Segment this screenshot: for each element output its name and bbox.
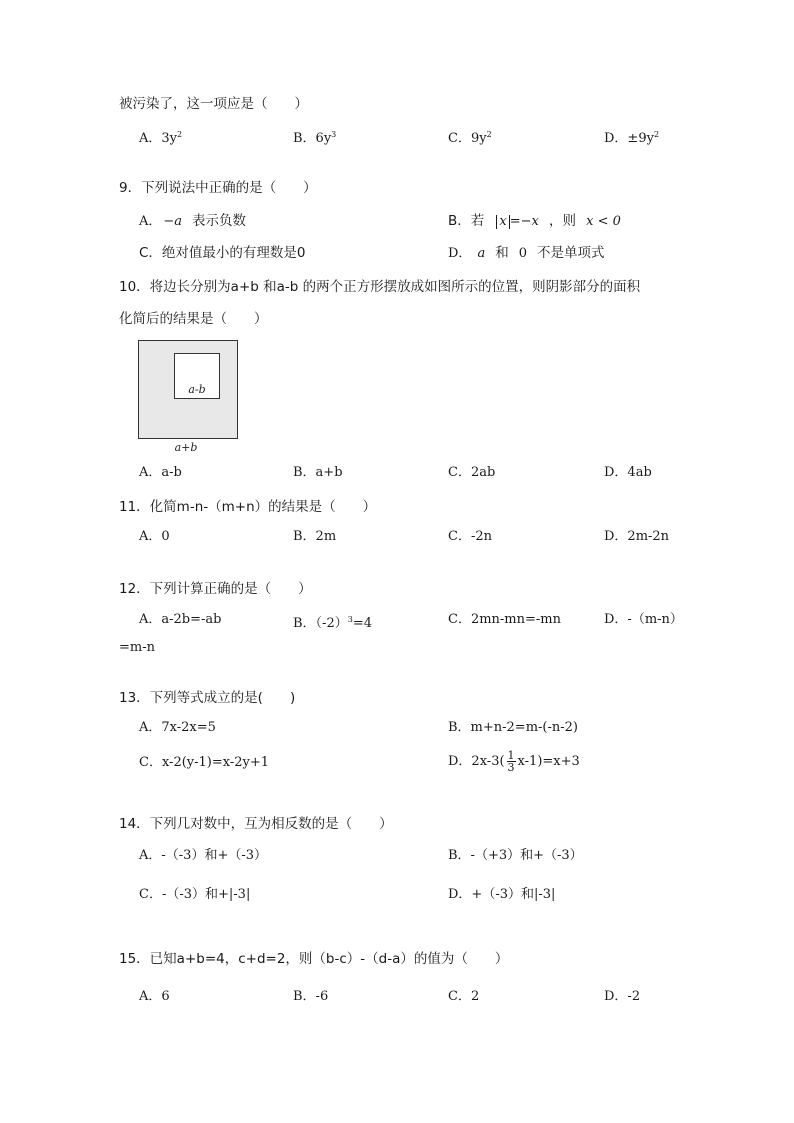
question-10-stem-line2: 化简后的结果是（ ） — [119, 311, 268, 327]
outer-square-label: a+b — [174, 441, 198, 454]
q8-option-a[interactable]: A．$3y^2$ — [139, 130, 183, 146]
q12-option-b[interactable]: B．$(-2)^3=4$ — [293, 615, 372, 631]
squares-figure — [138, 340, 240, 459]
question-9-stem: 9．下列说法中正确的是（ ） — [119, 180, 317, 196]
fraction-one-third: $\frac{1}{3}$ — [507, 749, 515, 774]
q8-option-c[interactable]: C．$9y^2$ — [448, 130, 492, 146]
q12-option-c[interactable]: C．2mn-mn=-mn — [448, 612, 561, 627]
q9-option-d[interactable]: D． a 和 0 不是单项式 — [448, 245, 605, 261]
q14-option-d[interactable]: D．+（-3）和|-3| — [448, 887, 556, 902]
q11-option-a[interactable]: A．0 — [139, 529, 170, 544]
q13-option-d[interactable]: D．2x-3( $\frac{1}{3}$ x-1)=x+3 — [448, 749, 580, 774]
q10-option-c[interactable]: C．2ab — [448, 465, 496, 480]
question-14-stem: 14．下列几对数中，互为相反数的是（ ） — [119, 816, 393, 832]
q9-option-c[interactable]: C．绝对值最小的有理数是0 — [139, 245, 306, 261]
q15-option-d[interactable]: D．-2 — [604, 989, 641, 1004]
q9-option-a[interactable]: A． −a 表示负数 — [139, 213, 247, 229]
q15-option-a[interactable]: A．6 — [139, 989, 170, 1004]
q12-option-d-continuation: =m-n — [119, 640, 155, 655]
q14-option-b[interactable]: B．-（+3）和+（-3） — [448, 848, 583, 863]
q8-option-b[interactable]: B．$6y^3$ — [293, 130, 337, 146]
q13-option-c[interactable]: C．x-2(y-1)=x-2y+1 — [139, 755, 270, 770]
question-13-stem: 13．下列等式成立的是( ) — [119, 690, 296, 706]
question-12-stem: 12．下列计算正确的是（ ） — [119, 581, 312, 597]
q10-option-a[interactable]: A．a-b — [139, 465, 182, 480]
q14-option-c[interactable]: C．-（-3）和+|-3| — [139, 887, 251, 902]
q12-option-d[interactable]: D．-（m-n） — [604, 612, 683, 627]
q11-option-c[interactable]: C．-2n — [448, 529, 492, 544]
q13-option-b[interactable]: B．m+n-2=m-(-n-2) — [448, 720, 578, 735]
q11-option-b[interactable]: B．2m — [293, 529, 337, 544]
squares-diagram — [138, 340, 240, 455]
q13-option-a[interactable]: A．7x-2x=5 — [139, 720, 216, 735]
inner-square-label: a-b — [188, 383, 206, 396]
q8-option-d[interactable]: D．$\pm 9y^2$ — [604, 130, 660, 146]
q10-option-d[interactable]: D．4ab — [604, 465, 652, 480]
question-11-stem: 11．化简m-n-（m+n）的结果是（ ） — [119, 499, 377, 515]
question-15-stem: 15．已知a+b=4，c+d=2，则（b-c）-（d-a）的值为（ ） — [119, 951, 509, 967]
q15-option-b[interactable]: B．-6 — [293, 989, 329, 1004]
q11-option-d[interactable]: D．2m-2n — [604, 529, 670, 544]
q10-option-b[interactable]: B．a+b — [293, 465, 343, 480]
q9-option-b[interactable]: B．若 x =−x ，则 x < 0 — [448, 213, 621, 229]
q15-option-c[interactable]: C．2 — [448, 989, 480, 1004]
q14-option-a[interactable]: A．-（-3）和+（-3） — [139, 848, 268, 863]
question-8-continuation: 被污染了，这一项应是（ ） — [119, 96, 308, 112]
q12-option-a[interactable]: A．a-2b=-ab — [139, 612, 222, 627]
question-10-stem-line1: 10．将边长分别为a+b 和a-b 的两个正方形摆放成如图所示的位置，则阴影部分的面积 — [119, 279, 641, 295]
